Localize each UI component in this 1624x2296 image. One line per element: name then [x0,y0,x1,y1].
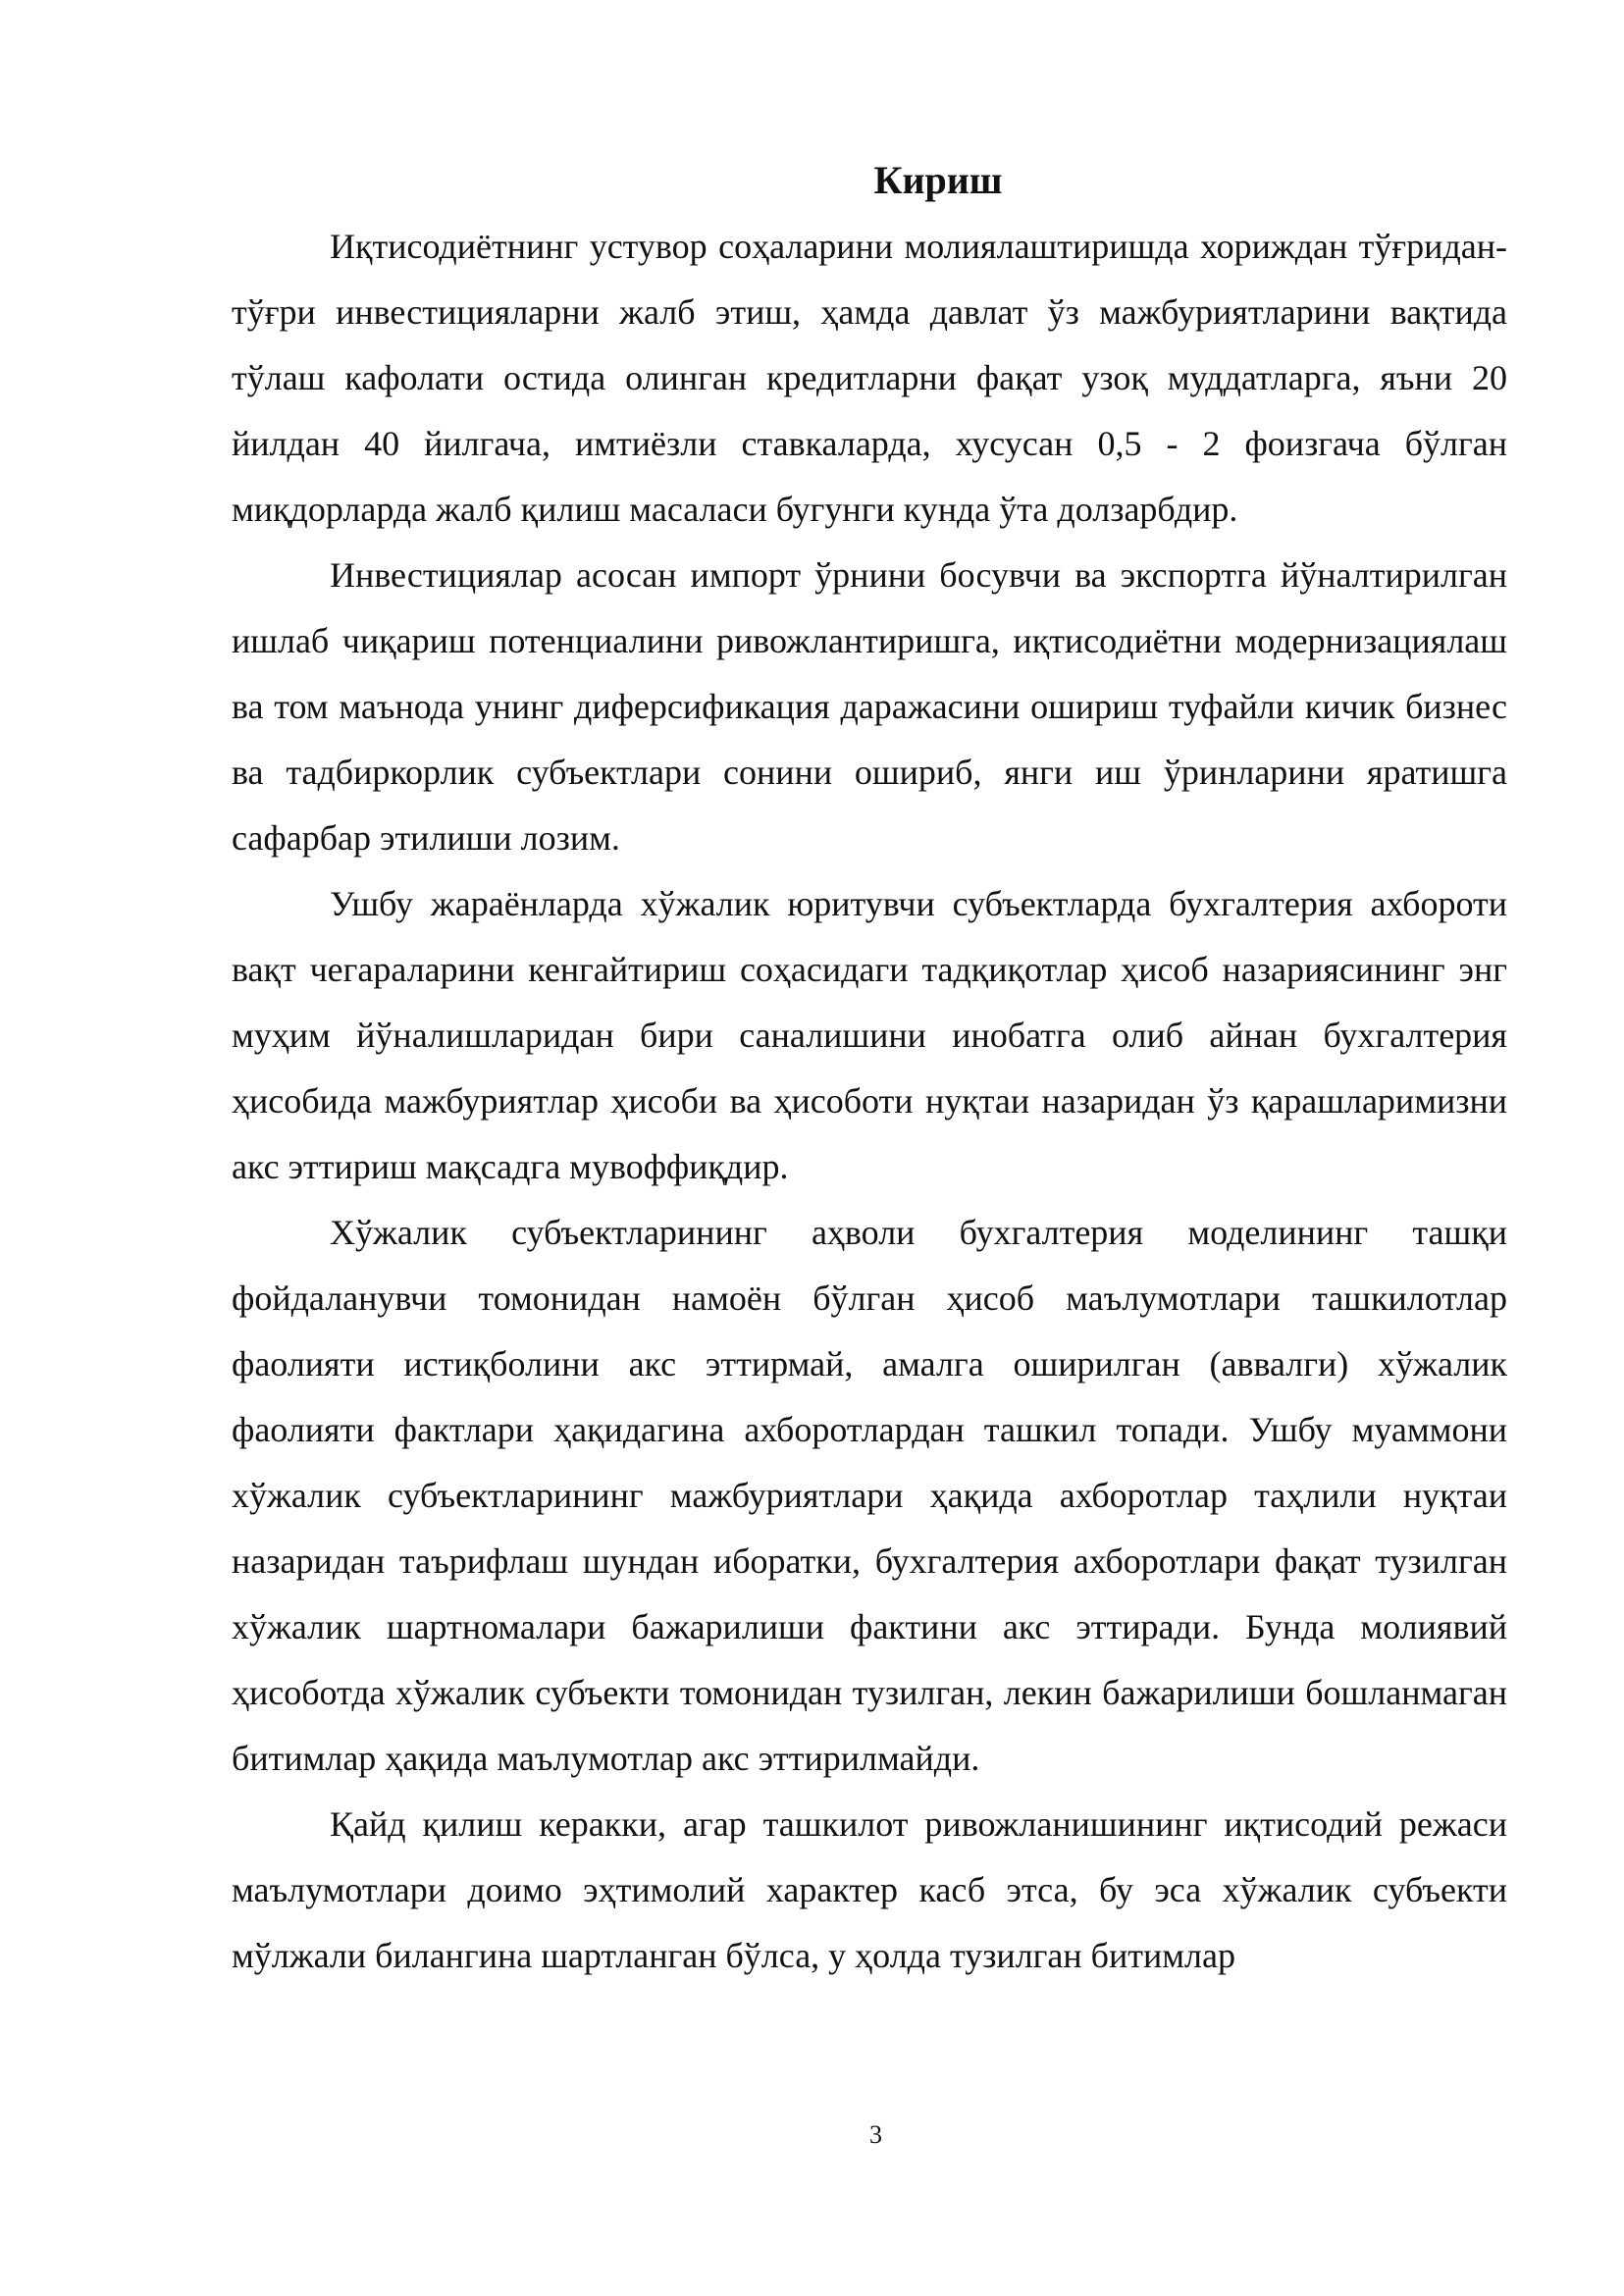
paragraph-2: Инвестициялар асосан импорт ўрнини босувчи ва экспортга йўналтирилган ишлаб чиқариш потенциалини ривожлантиришга, иқтисодиётни модернизациялаш ва том маънода унинг диферсификация даражасини ошириш туфайли кичик бизнес ва тадбиркорлик субъектлари сонини ошириб, янги иш ўринларини яратишга сафарбар этилиши лозим. [232,555,1507,858]
page-content [232,147,1507,1989]
paragraph-5: Қайд қилиш керакки, агар ташкилот ривожланишининг иқтисодий режаси маълумотлари доимо эҳтимолий характер касб этса, бу эса хўжалик субъекти мўлжали билангина шартланган бўлса, у ҳолда тузилган битимлар [232,1804,1507,1975]
page-title: Кириш [873,158,1003,202]
page-number: 3 [869,2120,882,2149]
paragraph-3: Ушбу жараёнларда хўжалик юритувчи субъектларда бухгалтерия ахбороти вақт чегараларини кенгайтириш соҳасидаги тадқиқотлар ҳисоб назариясининг энг муҳим йўналишларидан бири саналишини инобатга олиб айнан бухгалтерия ҳисобида мажбуриятлар ҳисоби ва ҳисоботи нуқтаи назаридан ўз қарашларимизни акс эттириш мақсадга мувоффиқдир. [232,884,1507,1186]
paragraph-1: Иқтисодиётнинг устувор соҳаларини молиялаштиришда хориждан тўғридан-тўғри инвестицияларни жалб этиш, ҳамда давлат ўз мажбуриятларини вақтида тўлаш кафолати остида олинган кредитларни фақат узоқ муддатларга, яъни 20 йилдан 40 йилгача, имтиёзли ставкаларда, хусусан 0,5 - 2 фоизгача бўлган миқдорларда жалб қилиш масаласи бугунги кунда ўта долзарбдир. [232,227,1507,529]
paragraph-4: Хўжалик субъектларининг аҳволи бухгалтерия моделининг ташқи фойдаланувчи томонидан намоён бўлган ҳисоб маълумотлари ташкилотлар фаолияти истиқболини акс эттирмай, амалга оширилган (аввалги) хўжалик фаолияти фактлари ҳақидагина ахборотлардан ташкил топади. Ушбу муаммони хўжалик субъектларининг мажбуриятлари ҳақида ахборотлар таҳлили нуқтаи назаридан таърифлаш шундан иборатки, бухгалтерия ахборотлари фақат тузилган хўжалик шартномалари бажарилиши фактини акс эттиради. Бунда молиявий ҳисоботда хўжалик субъекти томонидан тузилган, лекин бажарилиши бошланмаган битимлар ҳақида маълумотлар акс эттирилмайди. [232,1213,1507,1778]
